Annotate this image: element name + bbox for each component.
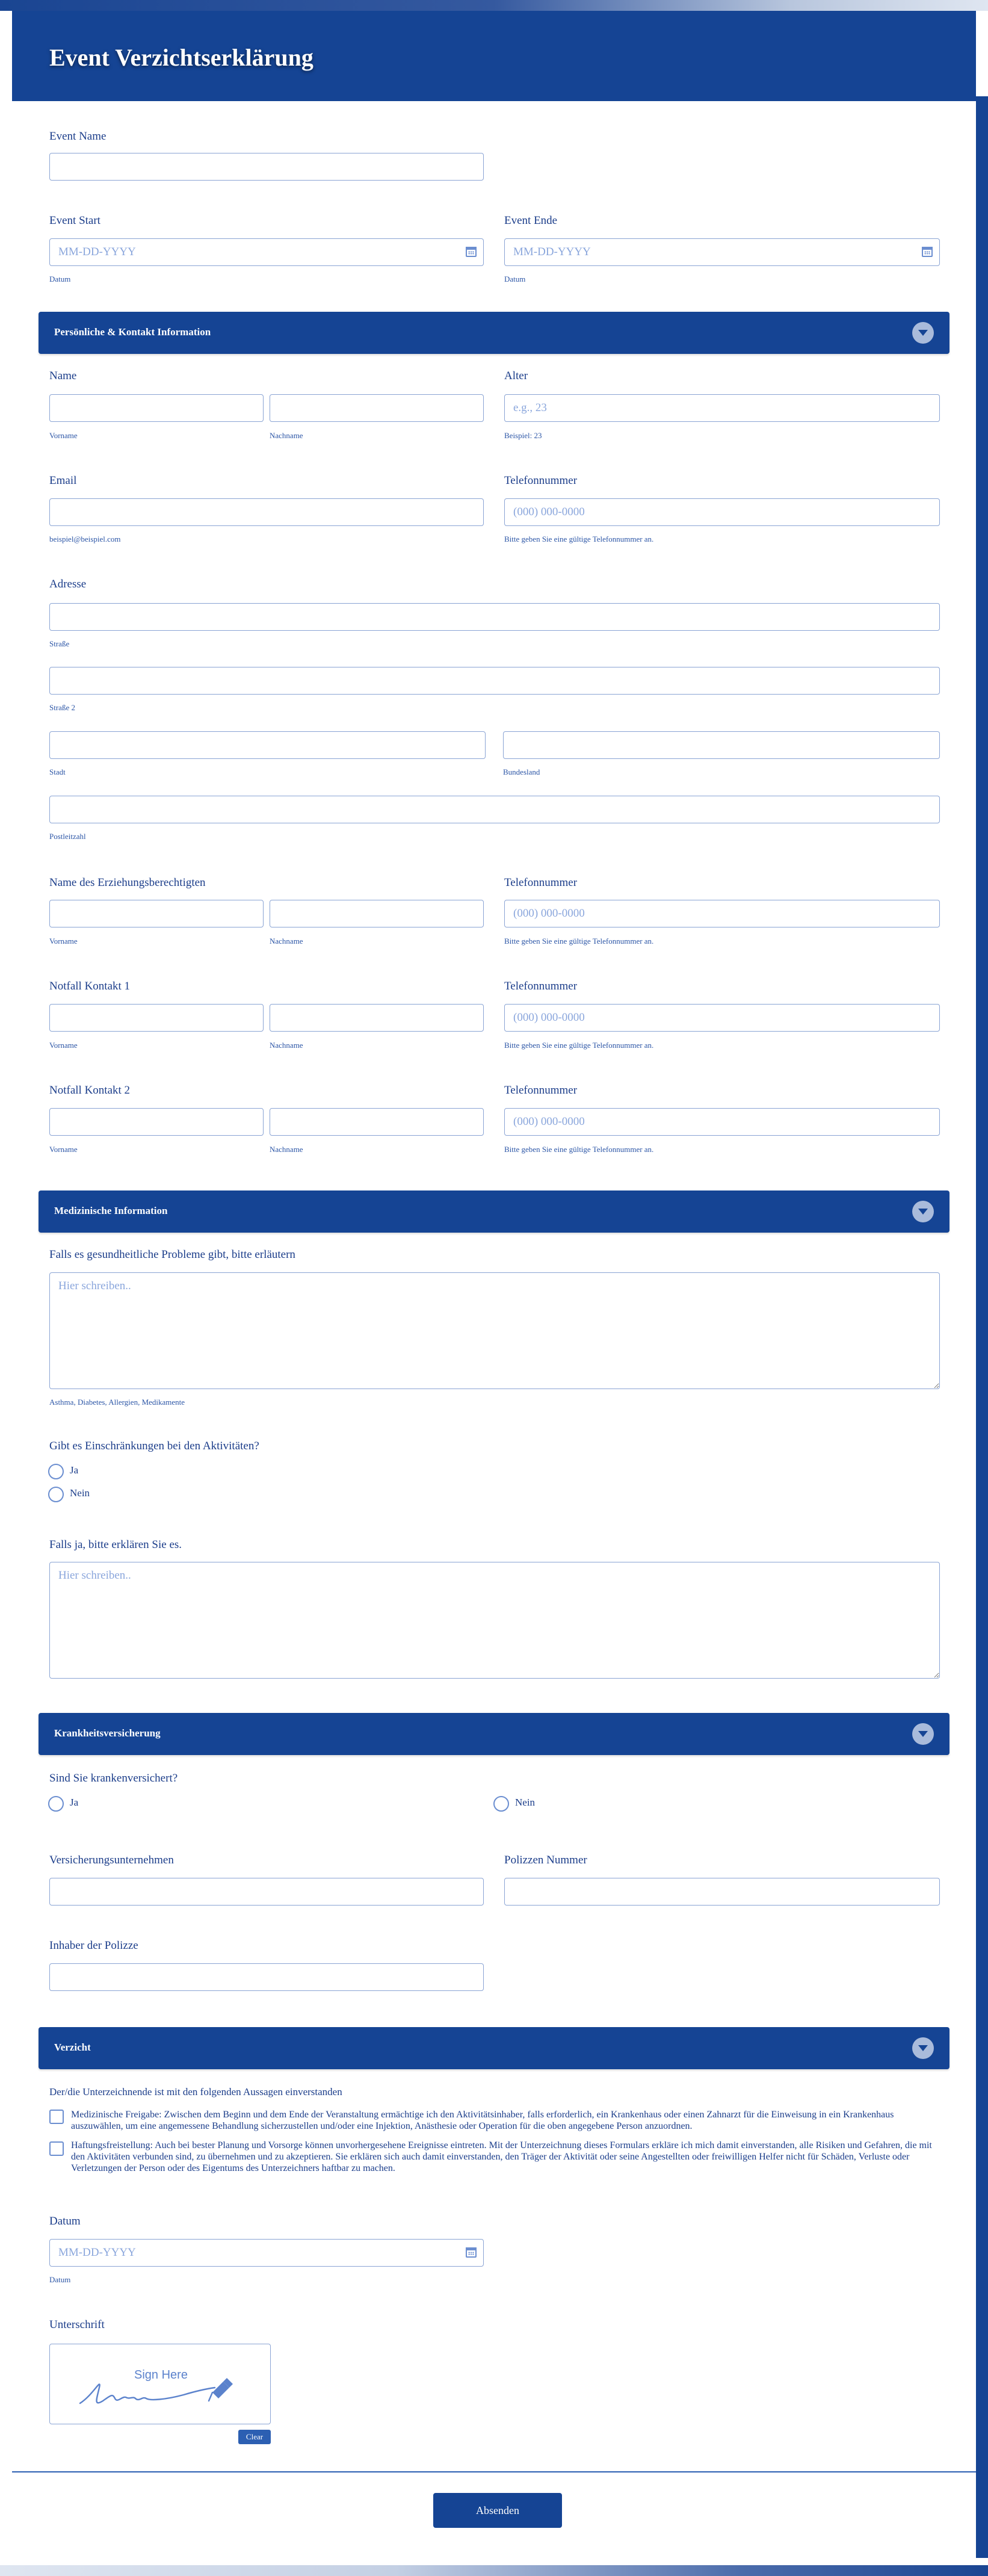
city-input[interactable] [49, 731, 486, 759]
health-textarea[interactable] [49, 1272, 940, 1389]
event-start-field [49, 238, 484, 266]
insured-yes-radio[interactable] [48, 1796, 64, 1812]
insured-no-radio[interactable] [493, 1796, 509, 1812]
emergency1-first-sublabel: Vorname [49, 1041, 78, 1050]
section-title: Medizinische Information [54, 1205, 168, 1216]
insurance-company-input[interactable] [49, 1878, 484, 1906]
waiver-date-sublabel: Datum [49, 2275, 71, 2284]
section-insurance-header[interactable] [39, 1713, 949, 1755]
restrictions-no-label: Nein [70, 1487, 90, 1499]
age-input[interactable] [504, 394, 940, 422]
emergency1-label: Notfall Kontakt 1 [49, 980, 131, 992]
phone-sublabel: Bitte geben Sie eine gültige Telefonnummer an. [504, 534, 654, 543]
insured-yes-label: Ja [70, 1797, 79, 1808]
email-label: Email [49, 474, 77, 487]
signature-scribble-icon [75, 2365, 256, 2413]
policy-number-input[interactable] [504, 1878, 940, 1906]
explain-label: Falls ja, bitte erklären Sie es. [49, 1538, 182, 1551]
collapse-chevron-icon[interactable] [912, 1723, 934, 1745]
guardian-last-input[interactable] [270, 900, 484, 927]
event-end-label: Event Ende [504, 214, 558, 227]
last-name-input[interactable] [270, 394, 484, 422]
signature-label: Unterschrift [49, 2318, 105, 2331]
emergency2-phone-label: Telefonnummer [504, 1084, 578, 1097]
event-start-sublabel: Datum [49, 274, 71, 283]
medical-release-checkbox[interactable] [49, 2110, 64, 2124]
calendar-icon[interactable] [466, 2247, 477, 2258]
emergency1-phone-sublabel: Bitte geben Sie eine gültige Telefonnummer an. [504, 1041, 654, 1050]
city-sublabel: Stadt [49, 767, 66, 776]
email-sublabel: beispiel@beispiel.com [49, 534, 121, 543]
collapse-chevron-icon[interactable] [912, 1201, 934, 1222]
policy-holder-input[interactable] [49, 1963, 484, 1991]
street-sublabel: Straße [49, 639, 70, 648]
last-name-sublabel: Nachname [270, 431, 303, 440]
first-name-sublabel: Vorname [49, 431, 78, 440]
insured-no-label: Nein [515, 1797, 536, 1808]
policy-number-label: Polizzen Nummer [504, 1854, 587, 1866]
emergency1-phone-input[interactable] [504, 1004, 940, 1032]
emergency2-first-sublabel: Vorname [49, 1145, 78, 1154]
emergency1-last-sublabel: Nachname [270, 1041, 303, 1050]
guardian-phone-sublabel: Bitte geben Sie eine gültige Telefonnummer an. [504, 937, 654, 946]
waiver-date-label: Datum [49, 2215, 81, 2228]
liability-release-text: Haftungsfreistellung: Auch bei bester Planung und Vorsorge können unvorhergesehene Ereignisse eintreten. Mit der Unterzeichnung dieses Formulars erkläre ich mich damit einverstanden, alle Risiken und Gefahren, die mit den Aktivitäten verbunden sind, zu übernehmen und zu akzeptieren. Sie erklären sich auch damit einverstanden, den Träger der Aktivität oder seine Angestellten oder freiwilligen Helfer nicht für Schäden, Verluste oder Verletzungen der Person oder des Eigentums des Unterzeichners haftbar zu machen. [71, 2140, 932, 2173]
section-personal-header[interactable] [39, 312, 949, 354]
insured-label: Sind Sie krankenversichert? [49, 1772, 178, 1785]
street2-input[interactable] [49, 667, 940, 695]
collapse-chevron-icon[interactable] [912, 322, 934, 344]
event-name-input[interactable] [49, 153, 484, 181]
state-sublabel: Bundesland [503, 767, 540, 776]
phone-input[interactable] [504, 498, 940, 526]
state-input[interactable] [503, 731, 940, 759]
guardian-phone-input[interactable] [504, 900, 940, 927]
event-end-sublabel: Datum [504, 274, 526, 283]
restrictions-label: Gibt es Einschränkungen bei den Aktivitäten? [49, 1440, 259, 1452]
right-accent-bar [976, 96, 988, 2558]
signature-pad[interactable] [49, 2344, 271, 2424]
section-title: Verzicht [54, 2042, 91, 2053]
emergency1-last-input[interactable] [270, 1004, 484, 1032]
guardian-phone-label: Telefonnummer [504, 876, 578, 889]
section-title: Krankheitsversicherung [54, 1727, 161, 1739]
collapse-chevron-icon[interactable] [912, 2037, 934, 2059]
emergency2-phone-input[interactable] [504, 1108, 940, 1136]
first-name-input[interactable] [49, 394, 264, 422]
policy-holder-label: Inhaber der Polizze [49, 1939, 138, 1952]
liability-release-checkbox[interactable] [49, 2141, 64, 2156]
event-name-label: Event Name [49, 130, 107, 143]
age-sublabel: Beispiel: 23 [504, 431, 542, 440]
calendar-icon[interactable] [466, 247, 477, 257]
event-start-label: Event Start [49, 214, 100, 227]
calendar-icon[interactable] [922, 247, 933, 257]
emergency2-first-input[interactable] [49, 1108, 264, 1136]
sign-here-hint: Sign Here [134, 2368, 188, 2382]
zip-sublabel: Postleitzahl [49, 832, 86, 841]
clear-signature-button[interactable]: Clear [238, 2430, 271, 2444]
bottom-gradient-bar [0, 2565, 988, 2576]
health-label: Falls es gesundheitliche Probleme gibt, bitte erläutern [49, 1248, 295, 1261]
section-waiver-header[interactable] [39, 2027, 949, 2069]
event-start-input[interactable] [49, 238, 484, 266]
waiver-date-field [49, 2239, 484, 2267]
event-end-field [504, 238, 940, 266]
form-header [12, 11, 976, 101]
guardian-first-sublabel: Vorname [49, 937, 78, 946]
section-title: Persönliche & Kontakt Information [54, 326, 211, 338]
phone-label: Telefonnummer [504, 474, 578, 487]
section-medical-header[interactable] [39, 1190, 949, 1233]
guardian-label: Name des Erziehungsberechtigten [49, 876, 206, 889]
emergency1-first-input[interactable] [49, 1004, 264, 1032]
event-end-input[interactable] [504, 238, 940, 266]
submit-button[interactable]: Absenden [433, 2493, 562, 2528]
medical-release-text: Medizinische Freigabe: Zwischen dem Beginn und dem Ende der Veranstaltung ermächtige ich den Aktivitätsinhaber, falls erforderlich, ein Krankenhaus oder einen Zahnarzt für die Einweisung in ein Krankenhaus auszuwählen, um eine angemessene Behandlung sicherzustellen und/oder eine Injektion, Anästhesie oder Operation für die oben angegebene Person anzuordnen. [71, 2110, 894, 2131]
street2-sublabel: Straße 2 [49, 703, 75, 712]
street-input[interactable] [49, 603, 940, 631]
health-sublabel: Asthma, Diabetes, Allergien, Medikamente [49, 1398, 185, 1407]
zip-input[interactable] [49, 796, 940, 823]
emergency2-label: Notfall Kontakt 2 [49, 1084, 131, 1097]
waiver-intro: Der/die Unterzeichnende ist mit den folgenden Aussagen einverstanden [49, 2086, 342, 2098]
age-label: Alter [504, 370, 528, 382]
top-gradient-bar [0, 0, 988, 11]
emergency2-last-sublabel: Nachname [270, 1145, 303, 1154]
guardian-last-sublabel: Nachname [270, 937, 303, 946]
waiver-date-input[interactable] [49, 2239, 484, 2267]
restrictions-yes-label: Ja [70, 1464, 79, 1476]
footer-divider [12, 2471, 976, 2472]
form-title: Event Verzichtserklärung [49, 44, 313, 71]
guardian-first-input[interactable] [49, 900, 264, 927]
explain-textarea[interactable] [49, 1562, 940, 1679]
emergency2-phone-sublabel: Bitte geben Sie eine gültige Telefonnummer an. [504, 1145, 654, 1154]
insurance-company-label: Versicherungsunternehmen [49, 1854, 174, 1866]
restrictions-yes-radio[interactable] [48, 1464, 64, 1479]
emergency2-last-input[interactable] [270, 1108, 484, 1136]
emergency1-phone-label: Telefonnummer [504, 980, 578, 992]
name-label: Name [49, 370, 77, 382]
email-input[interactable] [49, 498, 484, 526]
restrictions-no-radio[interactable] [48, 1487, 64, 1502]
address-label: Adresse [49, 578, 87, 590]
